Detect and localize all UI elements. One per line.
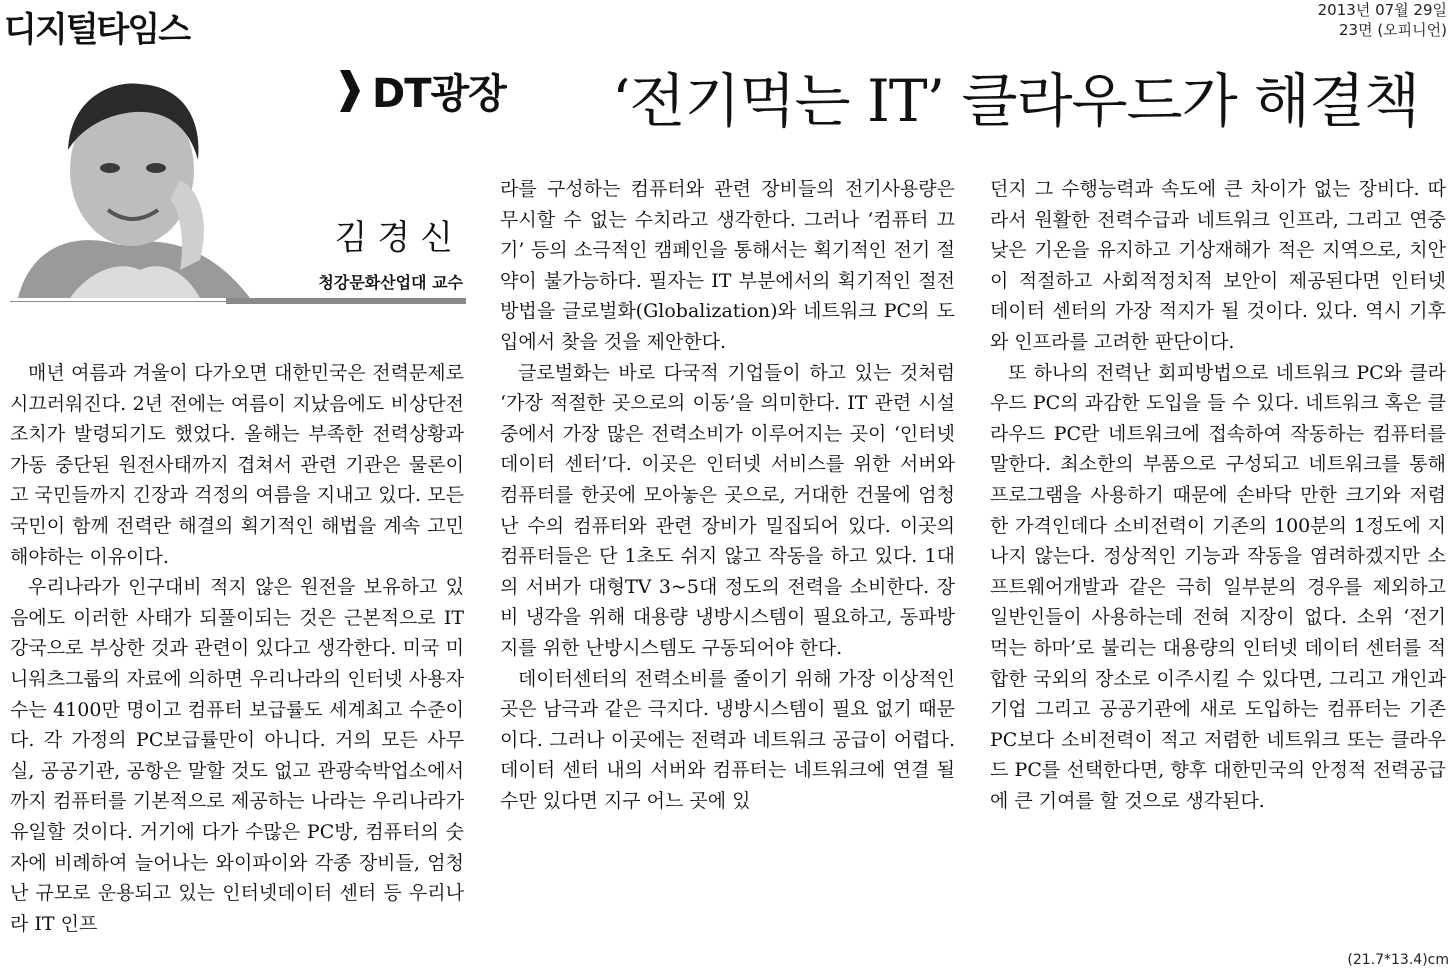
section-mark (338, 62, 506, 119)
article-column-1 (10, 358, 464, 939)
author-title: 청강문화산업대 교수 (318, 273, 463, 292)
section-label: DT광장 (372, 71, 506, 117)
headline: ‘전기먹는 IT’ 클라우드가 해결책 (612, 67, 1420, 135)
author-photo (10, 70, 256, 298)
publication-date: 2013년 07월 29일 (1317, 1, 1447, 19)
article-paragraph: 매년 여름과 겨울이 다가오면 대한민국은 전력문제로 시끄러워진다. 2년 전에는 여름이 지났음에도 비상단전 조치가 발령되기도 했었다. 올해는 부족한 전력상황과 가동 중단된 원전사태까지 겹쳐서 관련 기관은 물론이고 국민들까지 긴장과 걱정의 여름을 지내고 있다. 모든 국민이 함께 전력란 해결의 획기적인 해법을 계속 고민해야하는 이유이다. (10, 362, 464, 568)
publication-page: 23면 (오피니언) (1338, 21, 1447, 39)
article-paragraph: 또 하나의 전력난 회피방법으로 네트워크 PC와 클라우드 PC의 과감한 도입을 들 수 있다. 네트워크 혹은 클라우드 PC란 네트워크에 접속하여 작동하는 컴퓨터를 말한다. 최소한의 부품으로 구성되고 네트워크를 통해 프로그램을 사용하기 때문에 손바닥 만한 크기와 저렴한 가격인데다 소비전력이 기존의 100분의 1정도에 지나지 않는다. 정상적인 기능과 작동을 염려하겠지만 소프트웨어개발과 같은 극히 일부분의 경우를 제외하고 일반인들이 사용하는데 전혀 지장이 없다. 소위 ‘전기 먹는 하마’로 불리는 대용량의 인터넷 데이터 센터를 적합한 국외의 장소로 이주시킬 수 있다면, 그리고 개인과 기업 그리고 공공기관에 새로 도입하는 컴퓨터는 기존 PC보다 소비전력이 적고 저렴한 네트워크 또는 클라우드 PC를 선택한다면, 향후 대한민국의 안정적 전력공급에 큰 기여를 할 것으로 생각된다. (990, 361, 1446, 812)
article-paragraph: 글로벌화는 바로 다국적 기업들이 하고 있는 것처럼 ‘가장 적절한 곳으로의 이동’을 의미한다. IT 관련 시설 중에서 가장 많은 전력소비가 이루어지는 곳이 ‘인터넷 데이터 센터’다. 이곳은 인터넷 서비스를 위한 서버와 컴퓨터를 한곳에 모아놓은 곳으로, 거대한 건물에 엄청난 수의 컴퓨터와 관련 장비가 밀집되어 있다. 이곳의 컴퓨터들은 단 1초도 쉬지 않고 작동을 하고 있다. 1대의 서버가 대형TV 3~5대 정도의 전력을 소비한다. 장비 냉각을 위해 대용량 냉방시스템이 필요하고, 동파방지를 위한 난방시스템도 구동되어야 한다. (500, 361, 955, 659)
masthead-logo: 디지털타임스 (4, 10, 190, 50)
section-chevron-icon (338, 70, 362, 112)
article-column-3 (990, 174, 1446, 816)
clipping-size-note: (21.7*13.4)cm (1347, 952, 1449, 968)
byline-rule-thin (10, 301, 226, 302)
article-column-2 (500, 174, 955, 816)
article-paragraph: 라를 구성하는 컴퓨터와 관련 장비들의 전기사용량은 무시할 수 없는 수치라고 생각한다. 그러나 ‘컴퓨터 끄기’ 등의 소극적인 캠페인을 통해서는 획기적인 전기 절약이 불가능하다. 필자는 IT 부분에서의 획기적인 절전 방법을 글로벌화(Globalization)와 네트워크 PC의 도입에서 찾을 것을 제안한다. (500, 178, 955, 353)
publication-meta (1318, 0, 1447, 40)
article-paragraph: 우리나라가 인구대비 적지 않은 원전을 보유하고 있음에도 이러한 사태가 되풀이되는 것은 근본적으로 IT강국으로 부상한 것과 관련이 있다고 생각한다. 미국 미니워츠그룹의 자료에 의하면 우리나라의 인터넷 사용자수는 4100만 명이고 컴퓨터 보급률도 세계최고 수준이다. 각 가정의 PC보급률만이 아니다. 거의 모든 사무실, 공공기관, 공항은 말할 것도 없고 관광숙박업소에서까지 컴퓨터를 기본적으로 제공하는 나라는 우리나라가 유일할 것이다. 거기에 다가 수많은 PC방, 컴퓨터의 숫자에 비례하여 늘어나는 와이파이와 각종 장비들, 엄청난 규모로 운용되고 있는 인터넷데이터 센터 등 우리나라 IT 인프 (10, 576, 464, 935)
byline-rule-thick (226, 298, 466, 304)
author-name: 김경신 (334, 218, 463, 258)
article-paragraph: 데이터센터의 전력소비를 줄이기 위해 가장 이상적인 곳은 남극과 같은 극지다. 냉방시스템이 필요 없기 때문이다. 그러나 이곳에는 전력과 네트워크 공급이 어렵다. 데이터 센터 내의 서버와 컴퓨터는 네트워크에 연결 될 수만 있다면 지구 어느 곳에 있 (500, 667, 955, 812)
article-paragraph: 던지 그 수행능력과 속도에 큰 차이가 없는 장비다. 따라서 원활한 전력수급과 네트워크 인프라, 그리고 연중 낮은 기온을 유지하고 기상재해가 적은 지역으로, 치안이 적절하고 사회적정치적 보안이 제공된다면 인터넷 데이터 센터의 가장 적지가 될 것이다. 있다. 역시 기후와 인프라를 고려한 판단이다. (990, 178, 1446, 353)
author-portrait-illustration (10, 70, 256, 298)
